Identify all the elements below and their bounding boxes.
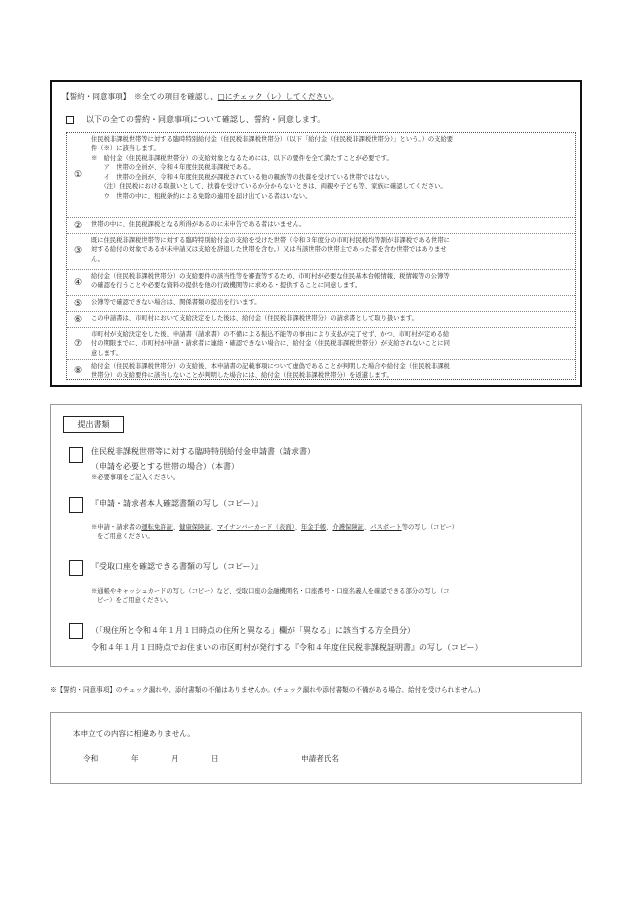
declaration-applicant-name[interactable]: 申請者氏名 <box>301 754 339 763</box>
document-2-title: 『申請・請求者本人確認書類の写し（コピー）』 <box>91 499 263 508</box>
documents-section <box>50 404 582 667</box>
pledge-item-number: ⑥ <box>73 315 83 325</box>
pledge-item-number: ① <box>73 170 83 180</box>
pledge-item-text: この申請書は、市町村において支給決定をした後は、給付金（住民税非課税世帯分）の請求書として取り扱います。 <box>91 315 418 322</box>
pledge-item-text: 住民税非課税世帯等に対する臨時特別給付金（住民税非課税世帯分）（以下「給付金（住民税非課税世帯分）」という。）の支給要 件（※）に該当します。 ※ 給付金（住民税非課税世帯分）の支給対象となるためには、以下の要件を全て満たすことが必要です。 ア 世帯の全員が、令和４年度住民税非課税である。 イ 世帯の全員が、令和４年度住民税が課税されている他の親族等の扶養を受けている世帯ではない。 （注）住民税における取扱いとして、扶養を受けているか分からないときは、両親や子ども等、家族に確認してください。 ウ 世帯の中に、租税条約による免除の適用を届け出ている者はいない。 <box>91 136 454 200</box>
documents-label: 提出書類 <box>63 416 124 433</box>
document-2-checkbox[interactable] <box>69 497 83 513</box>
pledge-item-number: ⑤ <box>73 299 83 309</box>
declaration-section <box>50 712 582 784</box>
declaration-era: 令和 <box>83 754 99 763</box>
pledge-item-2 <box>67 217 575 233</box>
pledge-items-table <box>66 132 576 380</box>
document-3-checkbox[interactable] <box>69 560 83 576</box>
pledge-consent-label: 以下の全ての誓約・同意事項について確認し、誓約・同意します。 <box>86 115 326 124</box>
pledge-item-number: ④ <box>73 278 83 288</box>
declaration-statement: 本申立ての内容に相違ありません。 <box>73 729 195 738</box>
pledge-item-8 <box>67 359 575 381</box>
document-4-checkbox[interactable] <box>69 623 83 639</box>
pledge-item-6 <box>67 311 575 327</box>
notice-text: ※【誓約・同意事項】のチェック漏れや、添付書類の不備はありませんか。(チェック漏れや添付書類の不備がある場合、給付を受けられません。) <box>50 686 481 694</box>
document-4-title: （「現住所と令和４年１月１日時点の住所と異なる」欄が「異なる」に該当する方全員分） <box>91 626 415 635</box>
document-1-subtitle: （申請を必要とする世帯の場合）（本書） <box>91 462 239 471</box>
pledge-item-number: ⑦ <box>73 339 83 349</box>
document-1-checkbox[interactable] <box>69 447 83 463</box>
document-2-note-line2: をご用意ください。 <box>97 533 154 540</box>
document-1-note: ※必要事項をご記入ください。 <box>91 474 180 481</box>
pledge-item-4 <box>67 269 575 295</box>
pledge-item-number: ⑧ <box>73 366 83 376</box>
pledge-item-number: ③ <box>73 246 83 256</box>
pledge-item-text: 公簿等で確認できない場合は、関係書類の提出を行います。 <box>91 299 261 306</box>
document-1-title: 住民税非課税世帯等に対する臨時特別給付金申請書（請求書） <box>91 447 315 456</box>
pledge-item-number: ② <box>73 221 83 231</box>
pledge-consent-row[interactable] <box>66 115 325 126</box>
declaration-month[interactable]: 月 <box>171 754 179 763</box>
pledge-item-text: 給付金（住民税非課税世帯分）の支給要件の該当性等を審査等するため、市町村が必要な住民基本台帳情報、税情報等の公簿等 の確認を行うことや必要な資料の提供を他の行政機関等に求める・提供することに同意します。 <box>91 273 450 290</box>
pledge-item-text: 世帯の中に、住民税課税となる所得があるのに未申告である者はいません。 <box>91 221 306 228</box>
pledge-title: 【誓約・同意事項】 ※全ての項目を確認し、□にチェック（レ）してください。 <box>62 92 339 101</box>
pledge-item-7 <box>67 327 575 359</box>
pledge-item-text: 給付金（住民税非課税世帯分）の支給後、本申請書の記載事項について虚偽であることが判明した場合や給付金（住民税非課税 世帯分）の支給要件に該当しないことが判明した場合には、給付金（住民税非課税世帯分）を返還します。 <box>91 363 450 380</box>
pledge-item-3 <box>67 233 575 269</box>
document-2-note: ※申請・請求者の運転免許証、健康保険証、マイナンバーカード（表面）、年金手帳、介護保険証、パスポート等の写し（コピー） <box>91 524 459 531</box>
declaration-year[interactable]: 年 <box>131 754 139 763</box>
pledge-item-text: 市町村が支給決定をした後、申請書（請求書）の不備による振込不能等の事由により支払が完了せず、かつ、市町村が定める給 付の期限までに、市町村が申請・請求者に連絡・確認できない場合に、給付金（住民税非課税世帯分）が支給されないことに同 意します。 <box>91 331 450 357</box>
pledge-item-5 <box>67 295 575 311</box>
pledge-item-text: 既に住民税非課税世帯等に対する臨時特別給付金の支給を受けた世帯（令和３年度分の市町村民税均等割が非課税である世帯に 対する給付の対象であるが未申請又は支給を辞退した世帯を含む。）又は当該世帯の世帯主であった者を含む世帯ではありませ ん。 <box>91 237 450 263</box>
pledge-section <box>50 80 582 387</box>
document-4-subtitle: 令和４年１月１日時点でお住まいの市区町村が発行する『令和４年度住民税非課税証明書』の写し（コピー） <box>91 643 483 652</box>
pledge-item-1 <box>67 133 575 217</box>
document-3-note-line2: ピー）をご用意ください。 <box>97 597 173 604</box>
pledge-consent-checkbox[interactable] <box>66 116 74 124</box>
document-3-title: 『受取口座を確認できる書類の写し（コピー）』 <box>91 562 263 571</box>
document-3-note: ※通帳やキャッシュカードの写し（コピー）など、受取口座の金融機関名・口座番号・口座名義人を確認できる部分の写し（コ <box>91 588 450 595</box>
declaration-day[interactable]: 日 <box>211 754 219 763</box>
